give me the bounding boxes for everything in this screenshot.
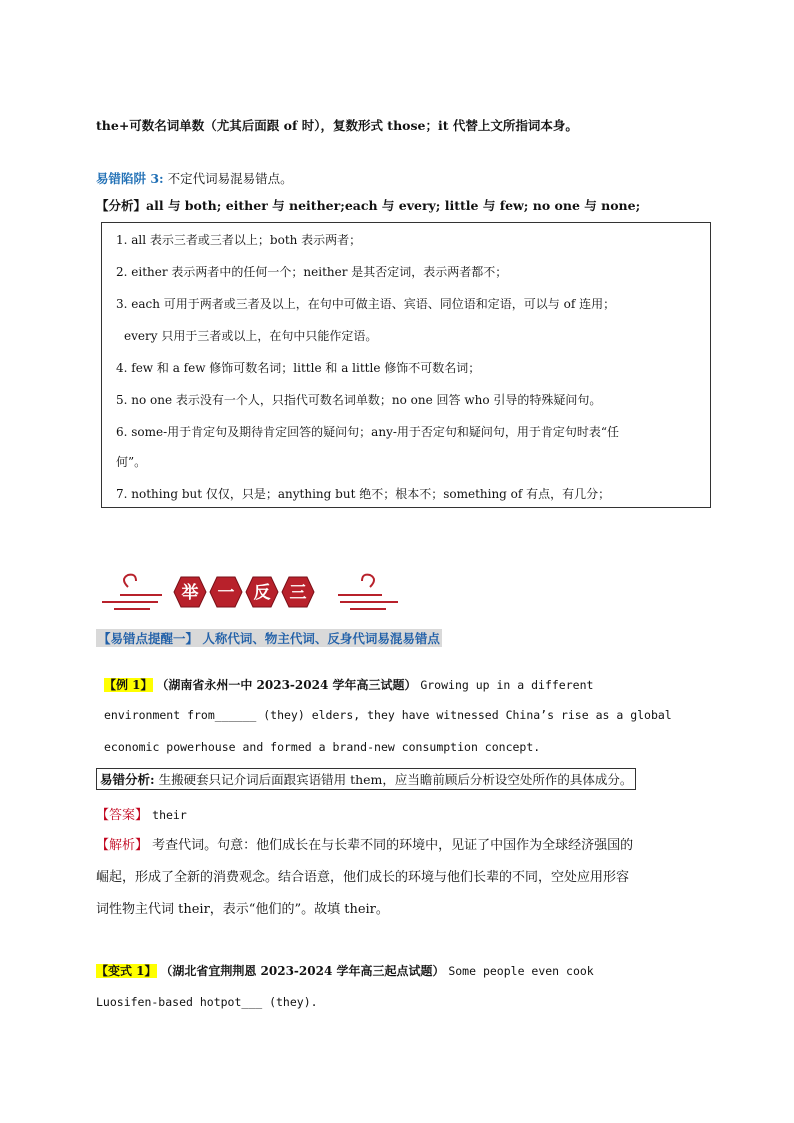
box-item: 4. few 和 a few 修饰可数名词；little 和 a little 修饰不可数名词； <box>116 361 481 375</box>
explanation-label: 【解析】 <box>96 838 149 853</box>
reminder-text: 人称代词、物主代词、反身代词易混易错点 <box>202 631 440 646</box>
variant1-line <box>96 962 594 979</box>
error-analysis-label: 易错分析: <box>100 772 155 787</box>
variant1-text: Some people even cook <box>448 964 594 978</box>
variant1-text: Luosifen-based hotpot___ (they). <box>96 995 318 1009</box>
left-cloud-ornament <box>102 575 162 609</box>
box-item: 何”。 <box>116 455 147 469</box>
analysis-line: 【分析】all 与 both; either 与 neither;each 与 every; little 与 few; no one 与 none; <box>96 198 641 213</box>
answer-line <box>96 804 187 823</box>
box-item: 5. no one 表示没有一个人，只指代可数名词单数；no one 回答 who 引导的特殊疑问句。 <box>116 393 602 407</box>
box-item: every 只用于三者或以上，在句中只能作定语。 <box>124 329 378 343</box>
banner-jyfs <box>100 565 400 620</box>
banner-char: 反 <box>253 583 271 603</box>
example1-text: Growing up in a different <box>420 678 594 692</box>
trap-label: 易错陷阱 3: <box>96 171 164 186</box>
banner-char: 三 <box>289 583 307 603</box>
example1-text: environment from______ (they) elders, they have witnessed China’s rise as a global <box>104 708 672 722</box>
explanation-line <box>96 834 633 853</box>
example1-line <box>104 676 593 693</box>
box-item: 1. all 表示三者或三者以上；both 表示两者； <box>116 233 362 247</box>
explanation-text: 考查代词。句意：他们成长在与长辈不同的环境中，见证了中国作为全球经济强国的 <box>152 838 634 853</box>
variant1-source: （湖北省宜荆荆恩 2023-2024 学年高三起点试题） <box>160 964 445 978</box>
analysis-box <box>101 222 711 508</box>
trap-text: 不定代词易混易错点。 <box>167 171 293 186</box>
example1-text: economic powerhouse and formed a brand-new consumption concept. <box>104 740 541 754</box>
reminder-label: 【易错点提醒一】 <box>98 631 199 646</box>
box-item: 2. either 表示两者中的任何一个；neither 是其否定词，表示两者都不； <box>116 265 508 279</box>
box-item: 3. each 可用于两者或三者及以上，在句中可做主语、宾语、同位语和定语，可以与 of 连用； <box>116 297 616 311</box>
intro-line: the+可数名词单数（尤其后面跟 of 时），复数形式 those；it 代替上文所指词本身。 <box>96 118 578 133</box>
explanation-text: 词性物主代词 their，表示“他们的”。故填 their。 <box>96 902 389 917</box>
box-item: 6. some-用于肯定句及期待肯定回答的疑问句；any-用于否定句和疑问句，用于肯定句时表“任 <box>116 425 620 439</box>
variant1-tag: 【变式 1】 <box>96 964 157 978</box>
error-analysis-box <box>96 768 636 790</box>
example1-tag: 【例 1】 <box>104 678 153 692</box>
banner-char: 一 <box>217 583 235 603</box>
right-cloud-ornament <box>338 575 398 609</box>
example1-source: （湖南省永州一中 2023-2024 学年高三试题） <box>156 678 417 692</box>
box-item: 7. nothing but 仅仅，只是；anything but 绝不；根本不；something of 有点，有几分； <box>116 487 611 501</box>
reminder-heading <box>96 629 442 647</box>
banner-char: 举 <box>181 583 199 603</box>
explanation-text: 崛起，形成了全新的消费观念。结合语意，他们成长的环境与他们长辈的不同，空处应用形容 <box>96 870 630 885</box>
answer-value: their <box>152 808 187 822</box>
error-analysis-text: 生搬硬套只记介词后面跟宾语错用 them，应当瞻前顾后分析设空处所作的具体成分。 <box>158 772 633 787</box>
trap-heading <box>96 169 293 187</box>
answer-label: 【答案】 <box>96 808 149 823</box>
